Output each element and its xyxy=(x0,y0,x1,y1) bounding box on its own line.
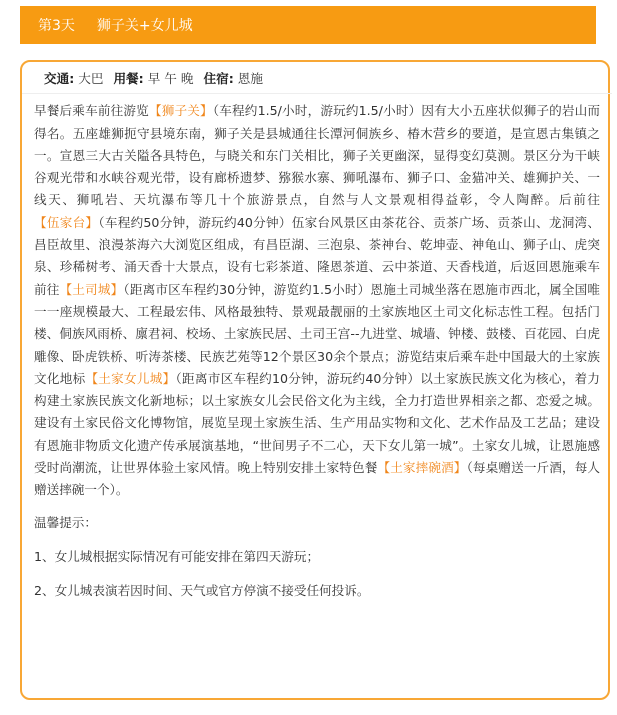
text-segment: （距离市区车程约10分钟，游玩约40分钟）以土家族民族文化为核心，着力构建土家族民族文化新地标；以土家族女儿会民俗文化为主线，全力打造世界相亲之都、恋爱之城。建设有土家民俗文化博物馆，展览呈现土家族生活、生产用品实物和文化、艺术作品及工艺品；建设有恩施非物质文化遗产传承展演基地，“世间男子不二心，天下女儿第一城”。土家女儿城，让恩施感受时尚潮流，让世界体验土家风情。晚上特别安排土家特色餐 xyxy=(34,370,601,476)
divider xyxy=(22,93,612,94)
text-segment: （每桌赠送一斤酒，每人赠送摔碗一个）。 xyxy=(34,460,601,498)
day-title: 狮子关+女儿城 xyxy=(96,18,193,34)
highlight-bowl-wine: 【土家摔碗酒】 xyxy=(377,460,467,476)
highlight-wujiatai: 【伍家台】 xyxy=(34,214,99,230)
meals-label: 用餐: xyxy=(113,71,144,86)
highlight-tusi-city: 【土司城】 xyxy=(59,281,124,297)
day-header xyxy=(20,6,596,44)
stay-value: 恩施 xyxy=(237,71,263,86)
itinerary-card xyxy=(20,60,610,700)
tip-item: 2、女儿城表演若因时间、天气或官方停演不接受任何投诉。 xyxy=(34,583,370,599)
highlight-lion-pass: 【狮子关】 xyxy=(148,103,213,119)
transport-value: 大巴 xyxy=(78,71,104,86)
text-segment: （车程约50分钟，游玩约40分钟）伍家台风景区由茶花谷、贡茶广场、贡茶山、龙洞湾、昌臣故里、浪漫茶海六大浏览区组成，有昌臣湖、三泡泉、茶神台、乾坤壶、神龟山、狮子山、虎突泉、珍稀树考、涌天香十大景点，设有七彩茶道、隆恩茶道、云中茶道、天香栈道，后返回恩施乘车前往 xyxy=(34,214,600,297)
meals-value: 早 午 晚 xyxy=(147,71,194,86)
stay-label: 住宿: xyxy=(203,71,234,86)
text-segment: 早餐后乘车前往游览 xyxy=(34,103,149,119)
tip-item: 1、女儿城根据实际情况有可能安排在第四天游玩； xyxy=(34,548,320,564)
highlight-daughter-city: 【土家女儿城】 xyxy=(85,370,176,386)
day-label: 第3天 xyxy=(38,18,75,34)
itinerary-description xyxy=(34,100,600,501)
transport-label: 交通: xyxy=(44,71,75,86)
tips-title: 温馨提示： xyxy=(34,514,97,530)
text-segment: （距离市区车程约30分钟，游览约1.5小时）恩施土司城坐落在恩施市西北，属全国唯一一座规模最大、工程最宏伟、风格最独特、景观最靓丽的土家族地区土司文化标志性工程。包括门楼、侗族风雨桥、廪君祠、校场、土家族民居、土司王宫--九进堂、城墙、钟楼、鼓楼、百花园、白虎雕像、卧虎铁桥、听涛茶楼、民族艺苑等12个景区30余个景点；游览结束后乘车赴中国最大的土家族文化地标 xyxy=(34,281,601,386)
info-bar xyxy=(34,68,600,90)
text-segment: （车程约1.5/小时，游玩约1.5/小时）因有大小五座状似狮子的岩山而得名。五座雄狮扼守县境东南，狮子关是县城通往长潭河侗族乡、椿木营乡的要道，是宣恩古集镇之一。宣恩三大古关隘各具特色，与晓关和东门关相比，狮子关更幽深，显得变幻莫测。景区分为干峡谷观光带和水峡谷观光带，设有廊桥遗梦、猕猴水寨、狮吼瀑布、狮子口、金猫冲关、雄狮护关、一线天、狮吼岩、天坑瀑布等几十个旅游景点，自然与人文景观相得益彰，令人陶醉。后前往 xyxy=(34,103,601,208)
